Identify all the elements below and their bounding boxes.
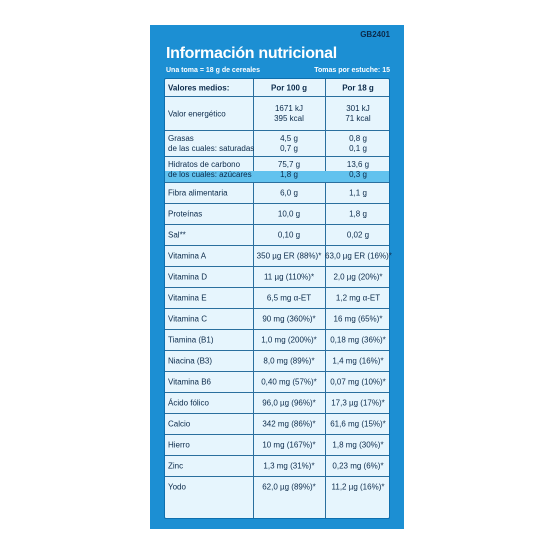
serving-note: Una toma = 18 g de cereales: [166, 67, 260, 74]
header-per18: Por 18 g: [342, 83, 374, 92]
value-per100-lines: [253, 134, 325, 154]
nutrient-name: [168, 160, 252, 180]
value-per100-line: 1671 kJ: [274, 103, 304, 113]
header-name: Valores medios:: [168, 83, 230, 92]
value-per18-lines: [325, 104, 391, 124]
table-row: [165, 309, 389, 330]
value-per100: 62,0 µg (89%)*: [262, 482, 316, 491]
value-per18-line: 0,3 g: [349, 169, 367, 179]
table-row: [165, 330, 389, 351]
table-row: [165, 183, 389, 204]
nutrient-name: Valor energético: [168, 109, 226, 118]
nutrient-name: Vitamina D: [168, 272, 207, 282]
value-per18: 2,0 µg (20%)*: [333, 272, 383, 282]
value-per100: 8,0 mg (89%)*: [263, 356, 315, 366]
table-row: [165, 267, 389, 288]
value-per100: 10 mg (167%)*: [262, 440, 316, 450]
nutrient-name-line: Grasas: [168, 133, 194, 143]
value-per100: 0,10 g: [277, 230, 301, 240]
table-row: [165, 414, 389, 435]
nutrient-name: Vitamina C: [168, 314, 207, 324]
value-per18: 1,1 g: [349, 188, 367, 198]
nutrient-name: Vitamina E: [168, 293, 207, 303]
value-per100: 6,0 g: [280, 188, 298, 198]
label-code: GB2401: [360, 30, 390, 39]
value-per100: 1,0 mg (200%)*: [261, 335, 317, 345]
value-per18-line: 71 kcal: [345, 113, 371, 123]
table-row: [165, 372, 389, 393]
value-per100-line: 1,8 g: [280, 169, 298, 179]
header-per100: Por 100 g: [270, 83, 307, 92]
value-per100: [253, 134, 325, 154]
table-row: [165, 131, 389, 157]
value-per18: 0,18 mg (36%)*: [330, 335, 386, 345]
value-per18-line: 0,8 g: [349, 133, 367, 143]
value-per18: 1,8 g: [349, 209, 367, 219]
value-per18: 0,07 mg (10%)*: [330, 377, 386, 387]
nutrient-name-lines: [168, 134, 254, 154]
value-per18: 0,02 g: [346, 230, 370, 240]
table-row: [165, 435, 389, 456]
table-row: [165, 97, 389, 131]
value-per18: 1,8 mg (30%)*: [332, 440, 384, 450]
value-per18: 11,2 µg (16%)*: [331, 482, 385, 491]
value-per18: [325, 134, 391, 154]
nutrition-label: [150, 25, 404, 529]
nutrient-name-line: Hidratos de carbono: [168, 159, 241, 169]
table-row: [165, 225, 389, 246]
table-row: [165, 157, 389, 183]
value-per100-line: 395 kcal: [274, 113, 304, 123]
nutrient-name: Ácido fólico: [168, 398, 209, 408]
value-per100-line: 0,7 g: [280, 143, 298, 153]
value-per18: 17,3 µg (17%)*: [331, 398, 385, 408]
value-per18: 63,0 µg ER (16%)*: [325, 251, 392, 261]
nutrient-name: Fibra alimentaria: [168, 188, 228, 198]
nutrient-name: Vitamina A: [168, 251, 207, 261]
servings-note: Tomas por estuche: 15: [314, 67, 390, 74]
nutrient-name: Vitamina B6: [168, 377, 211, 387]
value-per100-lines: [253, 104, 325, 124]
nutrient-name: Hierro: [168, 440, 190, 450]
value-per18: 1,4 mg (16%)*: [332, 356, 384, 366]
nutrient-name: [168, 134, 254, 154]
value-per100: 10,0 g: [277, 209, 301, 219]
nutrient-name: Niacina (B3): [168, 356, 213, 366]
value-per18-line: 0,1 g: [349, 143, 367, 153]
nutrient-name: Tiamina (B1): [168, 335, 214, 345]
value-per18-line: 13,6 g: [346, 159, 370, 169]
nutrient-name: Proteínas: [168, 209, 203, 219]
value-per100: 90 mg (360%)*: [262, 314, 316, 324]
value-per100: [253, 104, 325, 124]
value-per18: 61,6 mg (15%)*: [330, 419, 386, 429]
value-per100-line: 75,7 g: [277, 159, 301, 169]
value-per100: 6,5 mg α-ET: [266, 293, 312, 303]
panel-title: Información nutricional: [166, 45, 337, 62]
nutrient-name: Yodo: [168, 482, 186, 491]
value-per18: 16 mg (65%)*: [333, 314, 383, 324]
value-per18: [325, 160, 391, 180]
value-per100: 0,40 mg (57%)*: [261, 377, 317, 387]
value-per100: 96,0 µg (96%)*: [262, 398, 316, 408]
table-row: [165, 246, 392, 267]
value-per100: 342 mg (86%)*: [262, 419, 316, 429]
table-row: [165, 351, 389, 372]
nutrient-name-line: de los cuales: azúcares: [168, 169, 252, 179]
value-per18: [325, 104, 391, 124]
table-row: [165, 288, 389, 309]
nutrient-name-lines: [168, 160, 252, 180]
value-per18: 1,2 mg α-ET: [335, 293, 381, 303]
value-per100-lines: [253, 160, 325, 180]
nutrient-name: Calcio: [168, 419, 191, 429]
value-per100: [253, 160, 325, 180]
value-per18-lines: [325, 160, 391, 180]
table-row: [165, 393, 389, 414]
value-per18-lines: [325, 134, 391, 154]
nutrient-name-line: de las cuales: saturadas: [168, 143, 255, 153]
value-per100: 350 µg ER (88%)*: [256, 251, 322, 261]
value-per100: 1,3 mg (31%)*: [263, 461, 315, 471]
nutrition-table: [164, 78, 390, 519]
table-row: [165, 456, 389, 477]
value-per18-line: 301 kJ: [346, 103, 370, 113]
value-per18: 0,23 mg (6%)*: [332, 461, 384, 471]
table-row: [165, 477, 389, 496]
nutrient-name: Sal**: [168, 230, 186, 240]
value-per100-line: 4,5 g: [280, 133, 298, 143]
value-per100: 11 µg (110%)*: [263, 272, 315, 282]
table-row: [165, 204, 389, 225]
nutrient-name: Zinc: [168, 461, 184, 471]
table-header-row: [165, 79, 389, 97]
